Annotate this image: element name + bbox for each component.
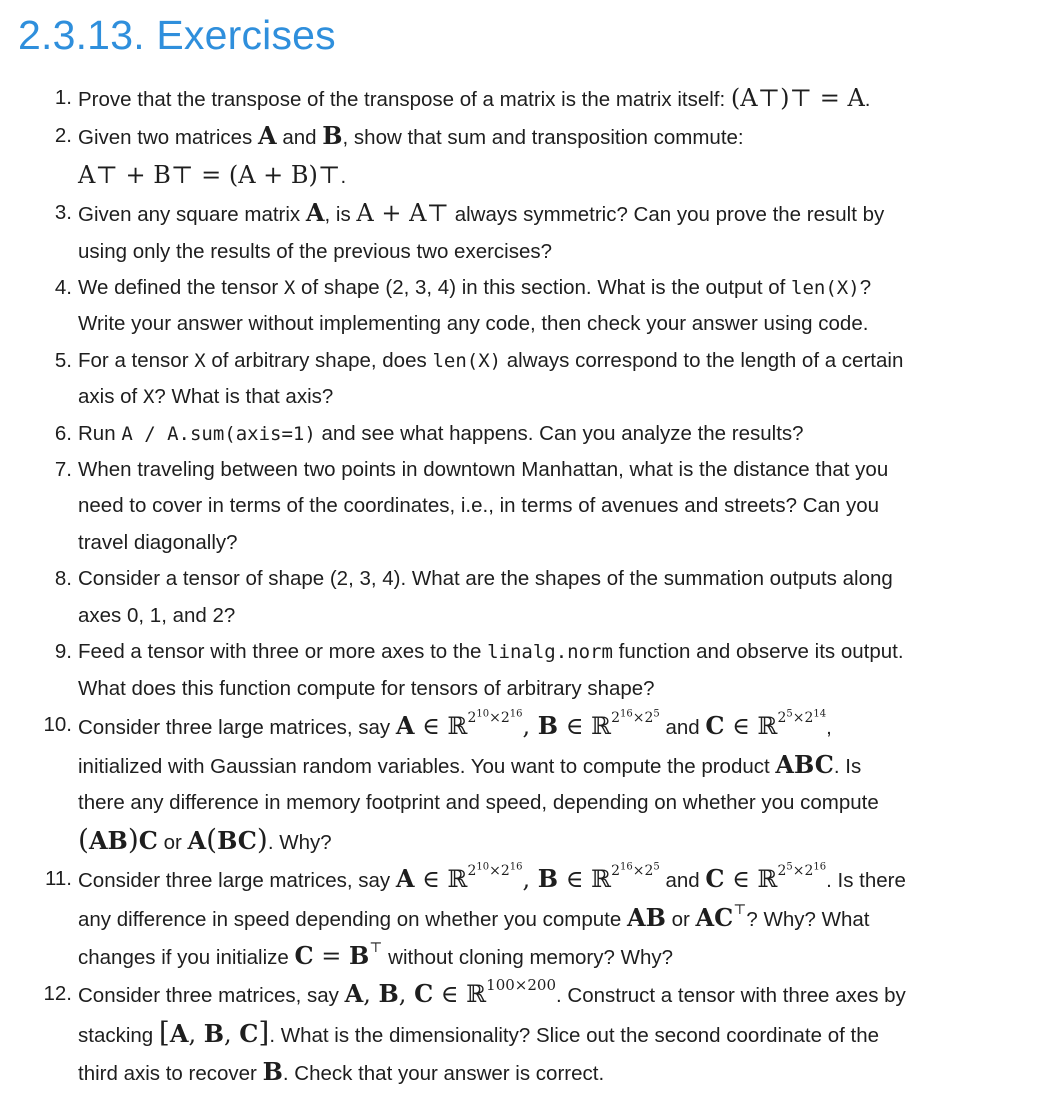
item-text: . (340, 164, 347, 188)
exercise-item-8 (0, 561, 1050, 634)
item-text: Feed a tensor with three or more axes to the (78, 640, 488, 664)
item-number: 7. (54, 458, 72, 482)
exercise-list (0, 80, 1050, 1093)
exercise-item-11: 11. Consider three large matrices, say A ∈ ℝ$^{2^{10}\times 2^{16}}$, B ∈ ℝ$^{2^{16}\times 2^5}$ and C ∈ ℝ$^{2^5\times 2^{16}}$. Is there any difference in speed depending on whether you compute AB or AC⊤? Why? What changes if you initialize C = B⊤ without cloning memory? Why? (0, 861, 1050, 976)
item-text: . Check that your answer is correct. (282, 1062, 605, 1086)
item-text: Prove that the transpose of the transpose of a matrix is the matrix itself: (78, 88, 731, 111)
item-text: and (659, 869, 706, 893)
item-text: Consider three large matrices, say (78, 715, 396, 739)
math-expression: A⊤ + B⊤ = (A + B)⊤ (78, 160, 341, 189)
item-text: Consider three large matrices, say (78, 869, 396, 893)
item-text: . (864, 88, 871, 111)
math-expression: A + A⊤ (356, 199, 450, 228)
item-text: of arbitrary shape, does (205, 348, 433, 372)
math-expression: C ∈ ℝ$^{2^5\times 2^{16}}$ (705, 861, 827, 894)
inline-code: X (283, 277, 296, 300)
item-text: ? Why? What (746, 907, 870, 931)
item-text: function and observe its output. (612, 640, 904, 664)
exercise-item-7 (0, 452, 1050, 561)
item-number: 3. (54, 201, 72, 225)
inline-code: linalg.norm (487, 641, 613, 664)
math-expression: C = B⊤ (294, 939, 383, 970)
item-text: without cloning memory? Why? (382, 945, 674, 969)
math-expression: B (262, 1057, 283, 1087)
item-number: 4. (54, 276, 72, 300)
item-text: always symmetric? Can you prove the result by (449, 203, 885, 227)
exercise-item-4 (0, 270, 1050, 343)
item-text: Consider three matrices, say (78, 984, 345, 1008)
item-text: axis of (78, 385, 143, 409)
exercise-item-3 (0, 195, 1050, 270)
exercise-item-12 (0, 976, 1050, 1092)
exercise-item-6 (0, 416, 1050, 452)
item-text: ? What is that axis? (154, 385, 334, 409)
item-text: initialized with Gaussian random variables. You want to compute the product (78, 754, 776, 778)
item-text: or (157, 830, 188, 854)
item-text: axes 0, 1, and 2? (78, 603, 236, 627)
math-expression: A (305, 198, 325, 228)
item-text: using only the results of the previous two exercises? (78, 239, 553, 263)
math-expression: ABC (775, 749, 834, 779)
inline-code: len(X) (791, 277, 860, 300)
item-text: of shape (2, 3, 4) in this section. What is the output of (295, 276, 792, 300)
item-text: . Is (833, 754, 862, 778)
item-text: and (276, 126, 323, 150)
item-number: 9. (54, 640, 72, 664)
item-text: When traveling between two points in downtown Manhattan, what is the distance that you (78, 458, 889, 482)
math-expression: [A, B, C] (158, 1015, 270, 1049)
item-text: Given two matrices (78, 126, 258, 150)
item-text: and (659, 715, 706, 739)
inline-code: X (194, 349, 206, 372)
math-expression: A (258, 121, 277, 151)
inline-code: X (142, 386, 155, 409)
item-text: changes if you initialize (78, 945, 295, 969)
item-text: What does this function compute for tensors of arbitrary shape? (78, 676, 655, 700)
item-text: . Why? (267, 830, 332, 854)
math-expression: (AB)C (78, 822, 158, 856)
math-expression: A(BC) (187, 822, 268, 856)
inline-code: len(X) (432, 349, 502, 372)
item-text: or (665, 907, 696, 931)
item-number: 11. (45, 867, 72, 891)
item-text: , show that sum and transposition commute: (342, 126, 744, 150)
item-number: 12. (43, 982, 72, 1006)
math-expression: AC⊤ (695, 901, 747, 932)
item-number: 8. (54, 567, 72, 591)
item-number: 5. (54, 348, 72, 372)
item-text: , is (324, 203, 357, 227)
item-text: there any difference in memory footprint and speed, depending on whether you compute (78, 791, 879, 815)
item-number: 1. (54, 86, 72, 109)
item-text: We defined the tensor (78, 276, 284, 300)
item-text: and see what happens. Can you analyze the results? (315, 421, 804, 445)
item-text: any difference in speed depending on whether you compute (78, 907, 627, 931)
exercise-item-10: 10. Consider three large matrices, say A ∈ ℝ$^{2^{10}\times 2^{16}}$, B ∈ ℝ$^{2^{16}\times 2^5}$ and C ∈ ℝ$^{2^5\times 2^{14}}$, initialized with Gaussian random variables. You want to compute the product ABC. Is there any difference in memory footprint and speed, depending on whether you compute (AB)C or A(BC). Why? (0, 707, 1050, 861)
item-number: 10. (43, 712, 72, 736)
section-heading: 2.3.13. Exercises (18, 12, 336, 58)
math-expression: B (322, 121, 343, 151)
math-expression: (A⊤)⊤ = A (730, 84, 865, 112)
math-expression: AB (626, 902, 666, 932)
item-text: Write your answer without implementing any code, then check your answer using code. (78, 312, 869, 336)
item-text: Consider a tensor of shape (2, 3, 4). What are the shapes of the summation outputs along (78, 567, 893, 591)
item-text: Given any square matrix (78, 203, 306, 227)
item-text: . Construct a tensor with three axes by (556, 984, 906, 1008)
item-number: 2. (54, 124, 72, 148)
item-text: . What is the dimensionality? Slice out the second coordinate of the (269, 1023, 879, 1047)
math-expression: B ∈ ℝ$^{2^{16}\times 2^5}$ (537, 861, 660, 894)
math-expression: A ∈ ℝ$^{2^{10}\times 2^{16}}$ (395, 861, 523, 894)
item-text: Run (78, 421, 122, 445)
exercise-item-9 (0, 634, 1050, 707)
math-expression: A, B, C ∈ ℝ$^{100\times 200}$ (344, 976, 556, 1009)
exercise-item-2 (0, 118, 1050, 195)
exercise-item-5 (0, 343, 1050, 416)
item-text: travel diagonally? (78, 530, 238, 554)
item-text: ? (859, 276, 872, 300)
item-text: , (826, 715, 832, 739)
item-text: need to cover in terms of the coordinates, i.e., in terms of avenues and streets? Can you (78, 494, 880, 518)
item-number: 6. (54, 421, 72, 445)
item-text: For a tensor (78, 348, 195, 372)
exercise-item-1 (0, 80, 1050, 118)
inline-code: A / A.sum(axis=1) (121, 422, 316, 445)
item-text: third axis to recover (78, 1062, 263, 1086)
math-expression: C ∈ ℝ$^{2^5\times 2^{14}}$ (705, 708, 827, 740)
math-expression: A ∈ ℝ$^{2^{10}\times 2^{16}}$ (395, 708, 523, 740)
item-text: stacking (78, 1023, 159, 1047)
math-expression: B ∈ ℝ$^{2^{16}\times 2^5}$ (537, 708, 660, 740)
item-text: . Is there (826, 869, 906, 893)
item-text: always correspond to the length of a certain (501, 348, 904, 372)
